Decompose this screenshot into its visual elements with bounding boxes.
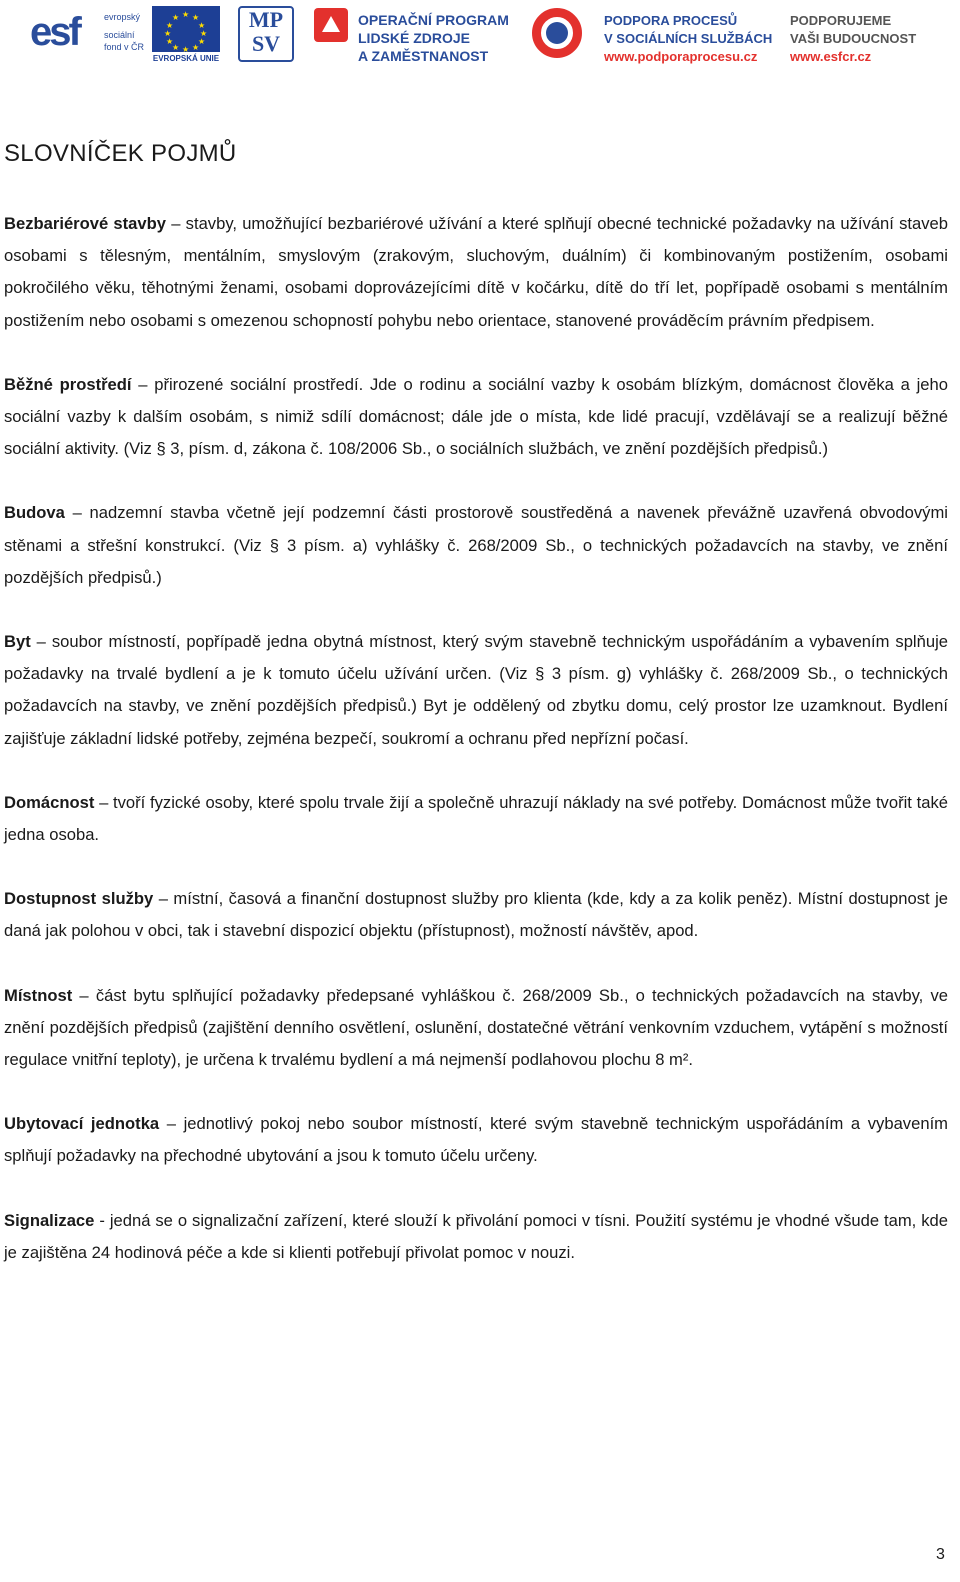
glossary-term: Dostupnost služby: [4, 889, 154, 909]
glossary-definition: – místní, časová a finanční dostupnost služby pro klienta (kde, kdy a za kolik peněz). Místní dostupnost je daná jak polohou v obci, tak i stavební dispozicí objektu (přístupnost), možností návštěv, apod.: [4, 889, 949, 941]
podporujeme-logo-line: PODPORUJEME: [790, 13, 892, 28]
glossary-definition: – část bytu splňující požadavky předepsané vyhláškou č. 268/2009 Sb., o technických požadavcích na stavby, ve znění pozdějších předpisů (zajištění denního osvětlení, oslunění, dostatečné větrání venkovním vzduchem, vytápění s možností regulace vnitřní teploty), je určena k trvalému bydlení a má nejmenší podlahovou plochu 8 m².: [4, 985, 948, 1070]
glossary-entry: [4, 787, 948, 851]
eu-flag-icon: ★ ★ ★ ★ ★ ★ ★ ★ ★ ★ ★ ★: [152, 6, 220, 52]
glossary-term: Ubytovací jednotka: [4, 1114, 160, 1134]
podpora-logo-line: V SOCIÁLNÍCH SLUŽBÁCH: [604, 31, 773, 46]
glossary-term: Signalizace: [4, 1210, 95, 1230]
glossary-entry: [4, 1205, 948, 1269]
glossary-definition: – přirozené sociální prostředí. Jde o rodinu a sociální vazby k osobám blízkým, domácnost člověka a jeho sociální vazby k dalším osobám, s nimiž sdílí domácnost; dále jde o místa, kde lidé pracují, vzdělávají se a realizují běžné sociální aktivity. (Viz § 3, písm. d, zákona č. 108/2006 Sb., o sociálních službách, ve znění pozdějších předpisů.): [4, 374, 948, 459]
glossary-definition: – stavby, umožňující bezbariérové užívání a které splňují obecné technické požadavky na užívání staveb osobami s tělesným, mentálním, smyslovým (zrakovým, sluchovým, duálním) či kombinovaným postižením, osobami pokročilého věku, těhotnými ženami, osobami doprovázejícími dítě v kočárku, dítě do tří let, popřípadě osobami s mentálním postižením nebo osobami s omezenou schopností pohybu nebo orientace, stanovené prováděcím právním předpisem.: [4, 214, 948, 330]
op-logo-line: A ZAMĚSTNANOST: [358, 48, 489, 64]
glossary-term: Byt: [4, 632, 31, 652]
glossary-entry: [4, 980, 948, 1077]
esf-logo-line: evropský: [104, 12, 141, 22]
op-lzz-logo: [314, 4, 519, 66]
esf-logo-line: sociální: [104, 30, 135, 40]
mpsv-logo: [238, 4, 298, 66]
logo-banner: [0, 0, 960, 75]
glossary-definition: – tvoří fyzické osoby, které spolu trvale žijí a společně uhrazují náklady na své potřeby. Domácnost může tvořit také jedna osoba.: [4, 792, 948, 845]
page-title: SLOVNÍČEK POJMŮ: [4, 140, 237, 167]
glossary-entry: [4, 369, 948, 466]
glossary-term: Budova: [4, 503, 65, 523]
podporujeme-logo: [790, 4, 950, 66]
op-logo-line: OPERAČNÍ PROGRAM: [358, 12, 509, 28]
glossary-term: Místnost: [4, 985, 73, 1005]
glossary-term: Domácnost: [4, 792, 95, 812]
page-number: 3: [936, 1546, 945, 1563]
glossary-entry: [4, 883, 948, 947]
podpora-logo-link: www.podporaprocesu.cz: [604, 49, 758, 64]
eu-logo: [150, 4, 222, 66]
esf-logo: [30, 4, 145, 66]
glossary-entry: [4, 497, 948, 594]
op-lzz-icon: [314, 8, 348, 42]
glossary-entry: [4, 626, 948, 755]
glossary-term: Bezbariérové stavby: [4, 214, 167, 233]
glossary: [4, 208, 948, 1301]
op-logo-line: LIDSKÉ ZDROJE: [358, 30, 471, 46]
glossary-definition: – nadzemní stavba včetně její podzemní části prostorově soustředěná a navenek převážně uzavřená obvodovými stěnami a střešní konstrukcí. (Viz § 3 písm. a) vyhlášky č. 268/2009 Sb., o technických požadavcích na stavby, ve znění pozdějších předpisů.): [4, 503, 948, 587]
podpora-procesu-logo: [532, 4, 777, 66]
mpsv-logo-line: MP: [248, 7, 284, 32]
glossary-definition: – jednotlivý pokoj nebo soubor místností, které svým stavebně technickým uspořádáním a vybavením splňují požadavky na přechodné ubytování a jsou k tomuto účelu určeny.: [4, 1114, 948, 1166]
glossary-definition: - jedná se o signalizační zařízení, které slouží k přivolání pomoci v tísni. Použití systému je vhodné všude tam, kde je zajištěna 24 hodinová péče a kde si klienti potřebují přivolat pomoc v nouzi.: [4, 1210, 948, 1262]
glossary-term: Běžné prostředí: [4, 374, 132, 394]
podporujeme-logo-link: www.esfcr.cz: [790, 49, 872, 64]
eu-logo-caption: EVROPSKÁ UNIE: [152, 54, 220, 63]
glossary-entry: [4, 208, 948, 337]
mpsv-logo-line: SV: [251, 31, 281, 56]
podporujeme-logo-line: VAŠI BUDOUCNOST: [790, 31, 917, 46]
glossary-definition: – soubor místností, popřípadě jedna obytná místnost, který svým stavebně technickým uspořádáním a vybavením splňuje požadavky na trvalé bydlení a je k tomuto účelu užívání určen. (Viz § 3 písm. g) vyhlášky č. 268/2009 Sb., o technických požadavcích na stavby, ve znění pozdějších předpisů.) Byt je oddělený od zbytku domu, celý prostor lze uzamknout. Bydlení zajišťuje základní lidské potřeby, zejména bezpečí, soukromí a ochranu před nepřízní počasí.: [4, 632, 948, 748]
esf-logo-line: fond v ČR: [104, 42, 145, 52]
glossary-entry: [4, 1108, 948, 1172]
podpora-logo-line: PODPORA PROCESŮ: [604, 13, 738, 28]
esf-logo-mark: esf: [30, 10, 79, 54]
